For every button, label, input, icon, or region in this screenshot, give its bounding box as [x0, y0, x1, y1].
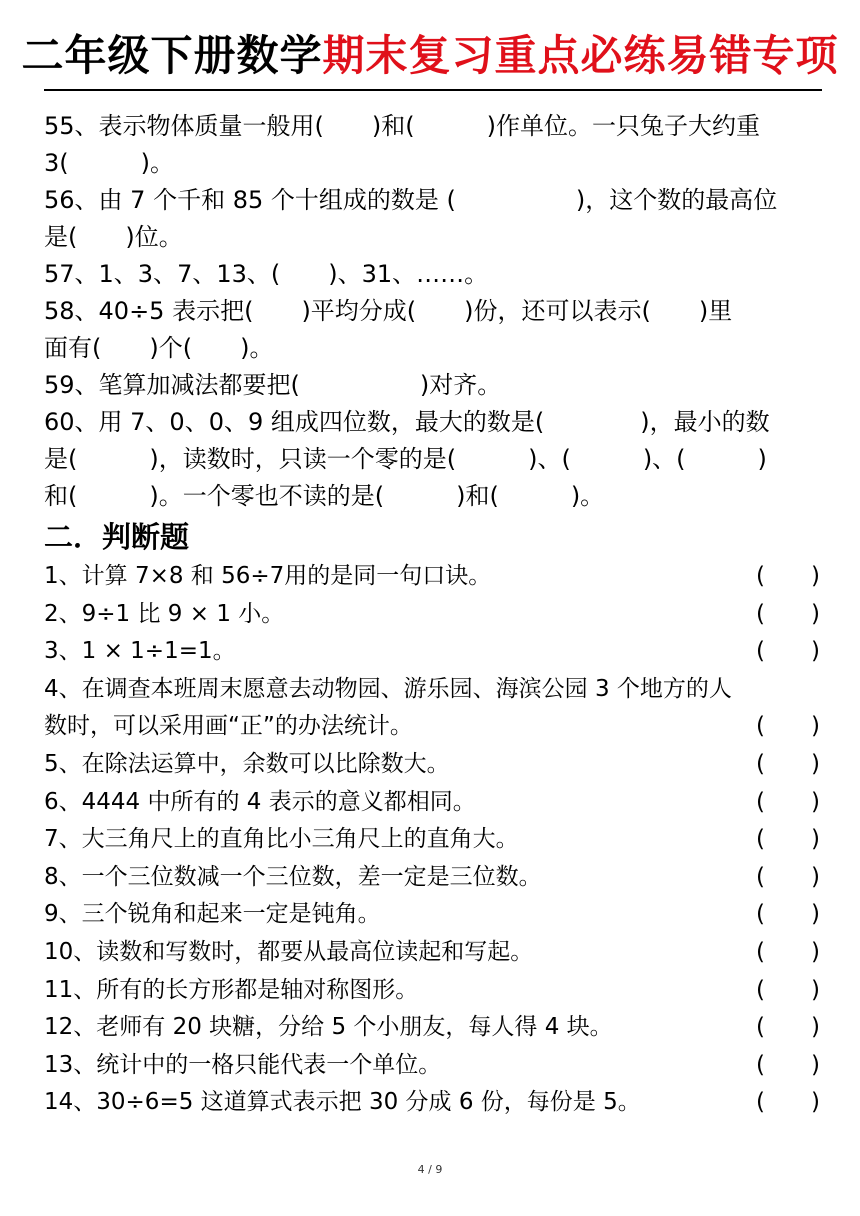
question-56-line1: 56、由 7 个千和 85 个十组成的数是 ( )，这个数的最高位: [44, 186, 778, 214]
judge-item-2: [44, 596, 824, 634]
judge-item-13: [44, 1047, 824, 1085]
judge-item-8: [44, 859, 824, 897]
page-title: [0, 28, 860, 84]
judge-item-5: [44, 746, 824, 784]
judge-item-4-line1: [44, 671, 824, 709]
judge-item-14: [44, 1084, 824, 1122]
question-60-line3: 和( )。一个零也不读的是( )和( )。: [44, 482, 605, 510]
question-60-line1: 60、用 7、0、0、9 组成四位数，最大的数是( )，最小的数: [44, 408, 770, 436]
judge-item-6: [44, 784, 824, 822]
answer-parentheses: ( ): [756, 638, 820, 665]
answer-parentheses: ( ): [756, 750, 820, 777]
answer-parentheses: ( ): [756, 713, 820, 740]
worksheet-body: [44, 108, 824, 1122]
judge-text: 8、一个三位数减一个三位数，差一定是三位数。: [44, 863, 542, 890]
answer-parentheses: ( ): [756, 863, 820, 890]
judge-text: 2、9÷1 比 9 × 1 小。: [44, 600, 285, 627]
answer-parentheses: ( ): [756, 1089, 820, 1116]
judge-text: 3、1 × 1÷1=1。: [44, 638, 236, 665]
question-58-line2: 面有( )个( )。: [44, 334, 274, 362]
question-56-line2: 是( )位。: [44, 223, 183, 251]
answer-parentheses: ( ): [756, 788, 820, 815]
answer-parentheses: ( ): [756, 1014, 820, 1041]
judge-item-11: [44, 972, 824, 1010]
judge-text: 6、4444 中所有的 4 表示的意义都相同。: [44, 788, 476, 815]
judge-text: 14、30÷6=5 这道算式表示把 30 分成 6 份，每份是 5。: [44, 1089, 641, 1116]
judge-item-3: [44, 633, 824, 671]
judge-text: 10、读数和写数时，都要从最高位读起和写起。: [44, 938, 534, 965]
judge-item-1: [44, 558, 824, 596]
answer-parentheses: ( ): [756, 826, 820, 853]
title-red-part: 期末复习重点必练易错专项: [322, 31, 839, 80]
judge-text: 7、大三角尺上的直角比小三角尺上的直角大。: [44, 826, 519, 853]
title-black-part: 二年级下册数学: [21, 31, 323, 80]
judge-text: 数时，可以采用画“正”的办法统计。: [44, 713, 413, 740]
question-55-line2: 3( )。: [44, 149, 174, 177]
answer-parentheses: ( ): [756, 600, 820, 627]
judge-item-9: [44, 896, 824, 934]
page-number: 4 / 9: [417, 1163, 443, 1176]
judge-item-12: [44, 1009, 824, 1047]
question-60-line2: 是( )，读数时，只读一个零的是( )、( )、( ): [44, 445, 767, 473]
section-title-judgement: 二．判断题: [44, 520, 190, 554]
answer-parentheses: ( ): [756, 938, 820, 965]
judge-text: 9、三个锐角和起来一定是钝角。: [44, 901, 381, 928]
judge-text: 12、老师有 20 块糖，分给 5 个小朋友，每人得 4 块。: [44, 1014, 613, 1041]
answer-parentheses: ( ): [756, 901, 820, 928]
judge-text: 4、在调查本班周末愿意去动物园、游乐园、海滨公园 3 个地方的人: [44, 675, 732, 702]
answer-parentheses: ( ): [756, 563, 820, 589]
question-59: 59、笔算加减法都要把( )对齐。: [44, 371, 502, 399]
judge-text: 1、计算 7×8 和 56÷7用的是同一句口诀。: [44, 563, 492, 589]
question-57: 57、1、3、7、13、( )、31、……。: [44, 260, 489, 288]
judge-text: 5、在除法运算中，余数可以比除数大。: [44, 750, 450, 777]
question-58-line1: 58、40÷5 表示把( )平均分成( )份，还可以表示( )里: [44, 297, 733, 325]
judge-text: 13、统计中的一格只能代表一个单位。: [44, 1051, 442, 1078]
question-55-line1: 55、表示物体质量一般用( )和( )作单位。一只兔子大约重: [44, 112, 760, 140]
title-underline: [44, 89, 822, 91]
judge-item-4-line2: [44, 708, 824, 746]
judge-text: 11、所有的长方形都是轴对称图形。: [44, 976, 419, 1003]
judge-item-7: [44, 821, 824, 859]
answer-parentheses: ( ): [756, 976, 820, 1003]
answer-parentheses: ( ): [756, 1051, 820, 1078]
judge-item-10: [44, 934, 824, 972]
